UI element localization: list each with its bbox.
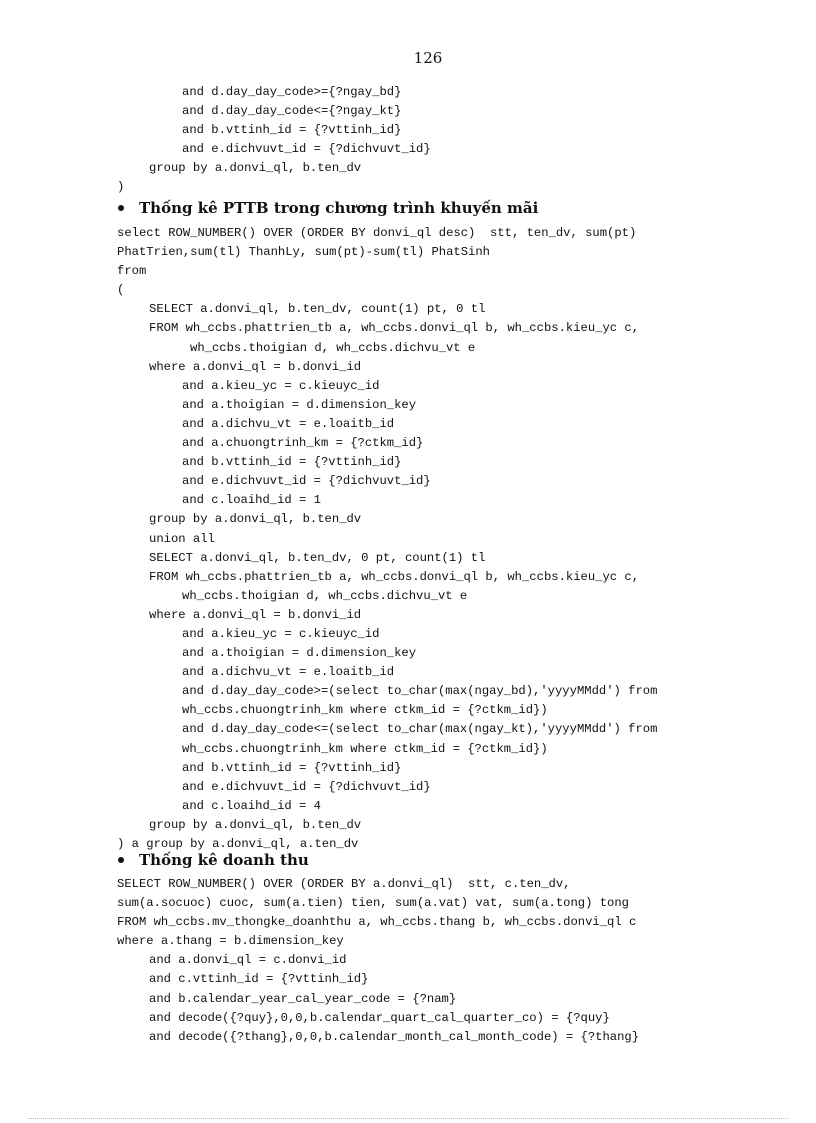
code-line: and c.loaihd_id = 4 [182,798,321,813]
top-code-block [0,83,816,198]
code-line: wh_ccbs.thoigian d, wh_ccbs.dichvu_vt e [182,588,468,603]
code-line: and b.vttinh_id = {?vttinh_id} [182,123,402,138]
code-line: and d.day_day_code>={?ngay_bd} [182,85,402,99]
code-line: sum(a.socuoc) cuoc, sum(a.tien) tien, sum(a.vat) vat, sum(a.tong) tong [117,896,629,911]
code-line: and a.dichvu_vt = e.loaitb_id [182,416,395,431]
code-line: wh_ccbs.chuongtrinh_km where ctkm_id = {?ctkm_id}) [182,741,548,756]
code-line: and e.dichvuvt_id = {?dichvuvt_id} [182,779,431,794]
section-heading-pttb [117,199,538,217]
code-line: and a.dichvu_vt = e.loaitb_id [182,665,395,680]
code-line: and decode({?thang},0,0,b.calendar_month_cal_month_code) = {?thang} [149,1029,640,1044]
code-line: and a.thoigian = d.dimension_key [182,646,417,661]
section-heading-doanh-thu [117,851,309,869]
code-line: SELECT a.donvi_ql, b.ten_dv, 0 pt, count(1) tl [149,550,486,565]
page-number: 126 [413,49,443,67]
code-line: wh_ccbs.chuongtrinh_km where ctkm_id = {?ctkm_id}) [182,703,548,718]
code-line: and decode({?quy},0,0,b.calendar_quart_cal_quarter_co) = {?quy} [149,1010,610,1025]
section-heading-text: Thống kê PTTB trong chương trình khuyến mãi [139,199,539,217]
code-line: and b.vttinh_id = {?vttinh_id} [182,455,402,470]
code-line: SELECT ROW_NUMBER() OVER (ORDER BY a.donvi_ql) stt, c.ten_dv, [117,877,571,891]
code-line: PhatTrien,sum(tl) ThanhLy, sum(pt)-sum(tl) PhatSinh [117,245,490,260]
bullet-icon [118,205,124,211]
code-line: and a.chuongtrinh_km = {?ctkm_id} [182,436,424,451]
code-line: FROM wh_ccbs.mv_thongke_doanhthu a, wh_ccbs.thang b, wh_ccbs.donvi_ql c [117,915,637,930]
code-line: and d.day_day_code>=(select to_char(max(ngay_bd),'yyyyMMdd') from [182,684,658,699]
code-line: ) a group by a.donvi_ql, a.ten_dv [117,837,359,851]
code-line: and d.day_day_code<=(select to_char(max(ngay_kt),'yyyyMMdd') from [182,722,658,737]
code-line: where a.donvi_ql = b.donvi_id [149,359,362,374]
code-line: and a.kieu_yc = c.kieuyc_id [182,378,380,393]
code-line: SELECT a.donvi_ql, b.ten_dv, count(1) pt, 0 tl [149,302,486,317]
code-line: ( [117,283,125,298]
code-line: from [117,264,147,279]
code-line: group by a.donvi_ql, b.ten_dv [149,161,362,176]
pttb-code-block [0,224,816,854]
code-line: where a.donvi_ql = b.donvi_id [149,607,362,622]
code-line: where a.thang = b.dimension_key [117,934,344,949]
code-line: select ROW_NUMBER() OVER (ORDER BY donvi_ql desc) stt, ten_dv, sum(pt) [117,226,637,240]
code-line: and b.vttinh_id = {?vttinh_id} [182,760,402,775]
code-line: and b.calendar_year_cal_year_code = {?nam} [149,991,457,1006]
code-line: group by a.donvi_ql, b.ten_dv [149,817,362,832]
footer-rule [28,1118,788,1119]
code-line: and e.dichvuvt_id = {?dichvuvt_id} [182,142,431,157]
doanh-thu-code-block [0,875,816,1047]
code-line: FROM wh_ccbs.phattrien_tb a, wh_ccbs.donvi_ql b, wh_ccbs.kieu_yc c, [149,569,640,584]
code-line: and a.kieu_yc = c.kieuyc_id [182,626,380,641]
bullet-icon [118,857,124,863]
code-line: and a.thoigian = d.dimension_key [182,397,417,412]
code-line: FROM wh_ccbs.phattrien_tb a, wh_ccbs.donvi_ql b, wh_ccbs.kieu_yc c, [149,321,640,336]
code-line: and e.dichvuvt_id = {?dichvuvt_id} [182,474,431,489]
code-line: group by a.donvi_ql, b.ten_dv [149,512,362,527]
code-line: and c.loaihd_id = 1 [182,493,321,508]
code-line: union all [149,531,215,546]
section-heading-text: Thống kê doanh thu [139,851,309,869]
code-line: ) [117,180,125,195]
code-line: and a.donvi_ql = c.donvi_id [149,953,347,968]
code-line: and d.day_day_code<={?ngay_kt} [182,104,402,119]
code-line: and c.vttinh_id = {?vttinh_id} [149,972,369,987]
code-line: wh_ccbs.thoigian d, wh_ccbs.dichvu_vt e [190,340,476,355]
